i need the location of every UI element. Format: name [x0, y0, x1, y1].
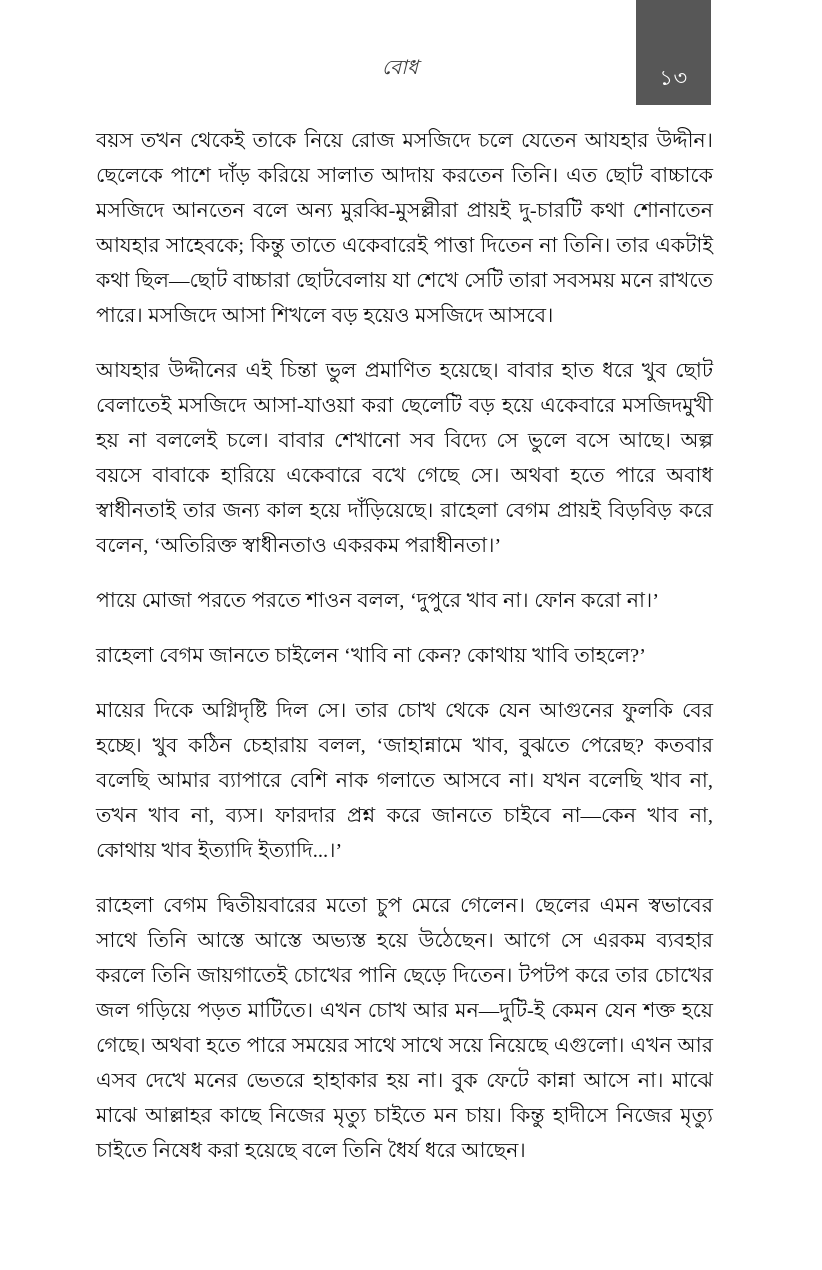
paragraph-3: পায়ে মোজা পরতে পরতে শাওন বলল, ‘দুপুরে খাব না। ফোন করো না।’: [96, 590, 660, 612]
page-header: [0, 0, 822, 106]
body-text-block: [96, 124, 713, 1169]
page-number: ১৩: [659, 66, 688, 90]
page-number-box: [636, 0, 711, 105]
paragraph-5: মায়ের দিকে অগ্নিদৃষ্টি দিল সে। তার চোখ থেকে যেন আগুনের ফুলকি বের হচ্ছে। খুব কঠিন চেহারায় বলল, ‘জাহান্নামে খাব, বুঝতে পেরেছ? কতবার বলেছি আমার ব্যাপারে বেশি নাক গলাতে আসবে না। যখন বলেছি খাব না, তখন খাব না, ব্যস। ফারদার প্রশ্ন করে জানতে চাইবে না—কেন খাব না, কোথায় খাব ইত্যাদি ইত্যাদি...।’: [96, 700, 713, 862]
paragraph-6: রাহেলা বেগম দ্বিতীয়বারের মতো চুপ মেরে গেলেন। ছেলের এমন স্বভাবের সাথে তিনি আস্তে আস্তে অভ্যস্ত হয়ে উঠেছেন। আগে সে এরকম ব্যবহার করলে তিনি জায়গাতেই চোখের পানি ছেড়ে দিতেন। টপটপ করে তার চোখের জল গড়িয়ে পড়ত মাটিতে। এখন চোখ আর মন—দুটি-ই কেমন যেন শক্ত হয়ে গেছে। অথবা হতে পারে সময়ের সাথে সাথে সয়ে নিয়েছে এগুলো। এখন আর এসব দেখে মনের ভেতরে হাহাকার হয় না। বুক ফেটে কান্না আসে না। মাঝে মাঝে আল্লাহর কাছে নিজের মৃত্যু চাইতে মন চায়। কিন্তু হাদীসে নিজের মৃত্যু চাইতে নিষেধ করা হয়েছে বলে তিনি ধৈর্য ধরে আছেন।: [96, 895, 713, 1162]
paragraph-2: আযহার উদ্দীনের এই চিন্তা ভুল প্রমাণিত হয়েছে। বাবার হাত ধরে খুব ছোট বেলাতেই মসজিদে আসা-যাওয়া করা ছেলেটি বড় হয়ে একেবারে মসজিদমুখী হয় না বললেই চলে। বাবার শেখানো সব বিদ্যে সে ভুলে বসে আছে। অল্প বয়সে বাবাকে হারিয়ে একেবারে বখে গেছে সে। অথবা হতে পারে অবাধ স্বাধীনতাই তার জন্য কাল হয়ে দাঁড়িয়েছে। রাহেলা বেগম প্রায়ই বিড়বিড় করে বলেন, ‘অতিরিক্ত স্বাধীনতাও একরকম পরাধীনতা।’: [96, 360, 713, 557]
paragraph-4: রাহেলা বেগম জানতে চাইলেন ‘খাবি না কেন? কোথায় খাবি তাহলে?’: [96, 645, 646, 667]
paragraph-1: বয়স তখন থেকেই তাকে নিয়ে রোজ মসজিদে চলে যেতেন আযহার উদ্দীন। ছেলেকে পাশে দাঁড় করিয়ে সালাত আদায় করতেন তিনি। এত ছোট বাচ্চাকে মসজিদে আনতেন বলে অন্য মুরব্বি-মুসল্লীরা প্রায়ই দু-চারটি কথা শোনাতেন আযহার সাহেবকে; কিন্তু তাতে একেবারেই পাত্তা দিতেন না তিনি। তার একটাই কথা ছিল—ছোট বাচ্চারা ছোটবেলায় যা শেখে সেটি তারা সবসময় মনে রাখতে পারে। মসজিদে আসা শিখলে বড় হয়েও মসজিদে আসবে।: [96, 130, 713, 327]
running-title: বোধ: [381, 57, 419, 79]
